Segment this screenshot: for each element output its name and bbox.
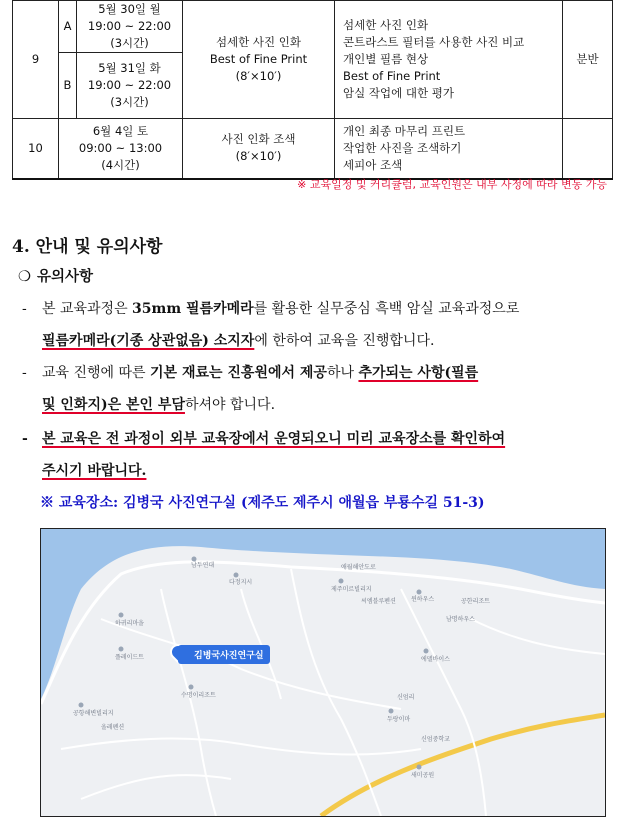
place-label: 새미공원: [411, 772, 435, 779]
row-number: 10: [13, 119, 59, 179]
text: 하나: [326, 365, 359, 381]
text: 를 활용한 실무중심 흑백 암실 교육과정으로: [253, 301, 520, 317]
detail-line: 개인별 필름 현상: [343, 52, 429, 66]
place-label: 씨엠블루펜션: [361, 598, 396, 605]
underlined-text: 및 인화지)은 본인 부담: [42, 397, 185, 413]
dash-bullet: -: [22, 365, 27, 381]
group-label: A: [59, 1, 77, 53]
topic-line: 사진 인화 조색: [221, 132, 296, 147]
map-canvas: [41, 529, 605, 816]
subsection-label: 유의사항: [37, 268, 94, 285]
place-label: 공항해변빌리지: [73, 710, 114, 717]
topic-line: Best of Fine Print: [209, 52, 308, 66]
dash-bullet: -: [22, 301, 27, 317]
session-date: 5월 30일 월: [98, 2, 161, 16]
place-label: 윈하우스: [411, 596, 435, 603]
text: 하셔야 합니다.: [184, 397, 276, 413]
underlined-text: 추가되는 사항(필름: [358, 365, 479, 381]
place-label: 두랑이마: [387, 716, 411, 723]
text: 교육 진행에 따른: [42, 365, 151, 381]
poi-dot: [234, 573, 239, 578]
session-time: 19:00 ~ 22:00: [87, 78, 172, 92]
session-hours: (3시간): [110, 36, 149, 50]
underlined-text: 필름카메라(기종 상관없음) 소지자: [42, 333, 255, 349]
location-line: ※ 교육장소: 김병국 사진연구실 (제주도 제주시 애월읍 부룡수길 51-3): [40, 495, 485, 511]
note-cell: [563, 119, 613, 179]
detail-line: 세피아 조색: [343, 157, 403, 172]
row-number: 9: [13, 1, 59, 119]
session-hours: (4시간): [101, 157, 140, 172]
emphasis-text: 35mm 필름카메라: [132, 301, 254, 317]
map-pin-label[interactable]: 김병국사진연구실: [178, 645, 270, 664]
note-cell: 분반: [563, 1, 613, 119]
emphasis-text: 기본 재료는 진흥원에서 제공: [150, 365, 327, 381]
underlined-text: 주시기 바랍니다.: [42, 463, 147, 479]
poi-dot: [79, 703, 84, 708]
poi-dot: [424, 649, 429, 654]
schedule-table: [12, 0, 613, 180]
poi-dot: [119, 647, 124, 652]
place-label: 플레이드트: [115, 654, 144, 661]
poi-dot: [417, 765, 422, 770]
group-label: B: [59, 53, 77, 119]
dash-bullet: -: [22, 431, 28, 447]
detail-line: Best of Fine Print: [343, 69, 441, 83]
detail-line: 콘트라스트 필터를 사용한 사진 비교: [343, 35, 525, 49]
circle-bullet-icon: ❍: [18, 269, 31, 285]
place-label: 공한리조트: [461, 598, 490, 605]
poi-dot: [192, 557, 197, 562]
session-time: 09:00 ~ 13:00: [78, 140, 163, 155]
detail-line: 개인 최종 마무리 프린트: [343, 123, 466, 138]
poi-dot: [417, 590, 422, 595]
session-time: 19:00 ~ 22:00: [87, 19, 172, 33]
notice-item-2: [22, 357, 608, 421]
place-label: 남명하우스: [446, 616, 475, 623]
section-title: 4. 안내 및 유의사항: [12, 237, 163, 257]
session-date: 6월 4일 토: [92, 123, 149, 138]
poi-dot: [119, 613, 124, 618]
place-label: 수명이리조트: [181, 692, 216, 699]
schedule-footnote: ※ 교육일정 및 커리큘럼, 교육인원은 내부 사정에 따라 변동 가능: [297, 178, 607, 191]
text: 본 교육과정은: [42, 301, 133, 317]
topic-cell: [183, 1, 335, 119]
underlined-text: 본 교육은 전 과정이 외부 교육장에서 운영되오니 미리 교육장소를 확인하여: [42, 431, 506, 447]
topic-cell: [183, 119, 335, 179]
detail-line: 작업한 사진을 조색하기: [343, 140, 462, 155]
place-label: 애월해안도로: [341, 564, 376, 571]
detail-line: 섬세한 사진 인화: [343, 18, 429, 32]
poi-dot: [389, 709, 394, 714]
place-label: 에델바이스: [421, 656, 450, 663]
subsection-title: [18, 265, 93, 286]
notice-item-3: [22, 423, 608, 487]
place-label: 남두연대: [191, 562, 215, 569]
place-label: 다정지시: [229, 579, 253, 586]
place-label: 신엄중학교: [421, 736, 450, 743]
details-cell: [335, 1, 563, 119]
details-cell: [335, 119, 563, 179]
poi-dot: [339, 579, 344, 584]
session-cell: [77, 1, 183, 53]
session-date: 5월 31일 화: [98, 61, 161, 75]
poi-dot: [189, 685, 194, 690]
place-label: 신엄리: [397, 694, 415, 701]
detail-line: 암실 작업에 대한 평가: [343, 86, 454, 100]
topic-line: 섬세한 사진 인화: [215, 35, 302, 49]
topic-line: (8′×10′): [235, 69, 282, 83]
session-hours: (3시간): [110, 95, 149, 109]
topic-line: (8′×10′): [235, 149, 282, 164]
location-map[interactable]: [40, 528, 606, 817]
place-label: 하귀리마을: [115, 620, 144, 627]
text: 에 한하여 교육을 진행합니다.: [254, 333, 435, 349]
notice-item-1: [22, 293, 608, 357]
place-label: 제주미르빌리지: [331, 586, 372, 593]
session-cell: [77, 53, 183, 119]
place-label: 올레펜션: [101, 724, 125, 731]
session-cell: [59, 119, 183, 179]
